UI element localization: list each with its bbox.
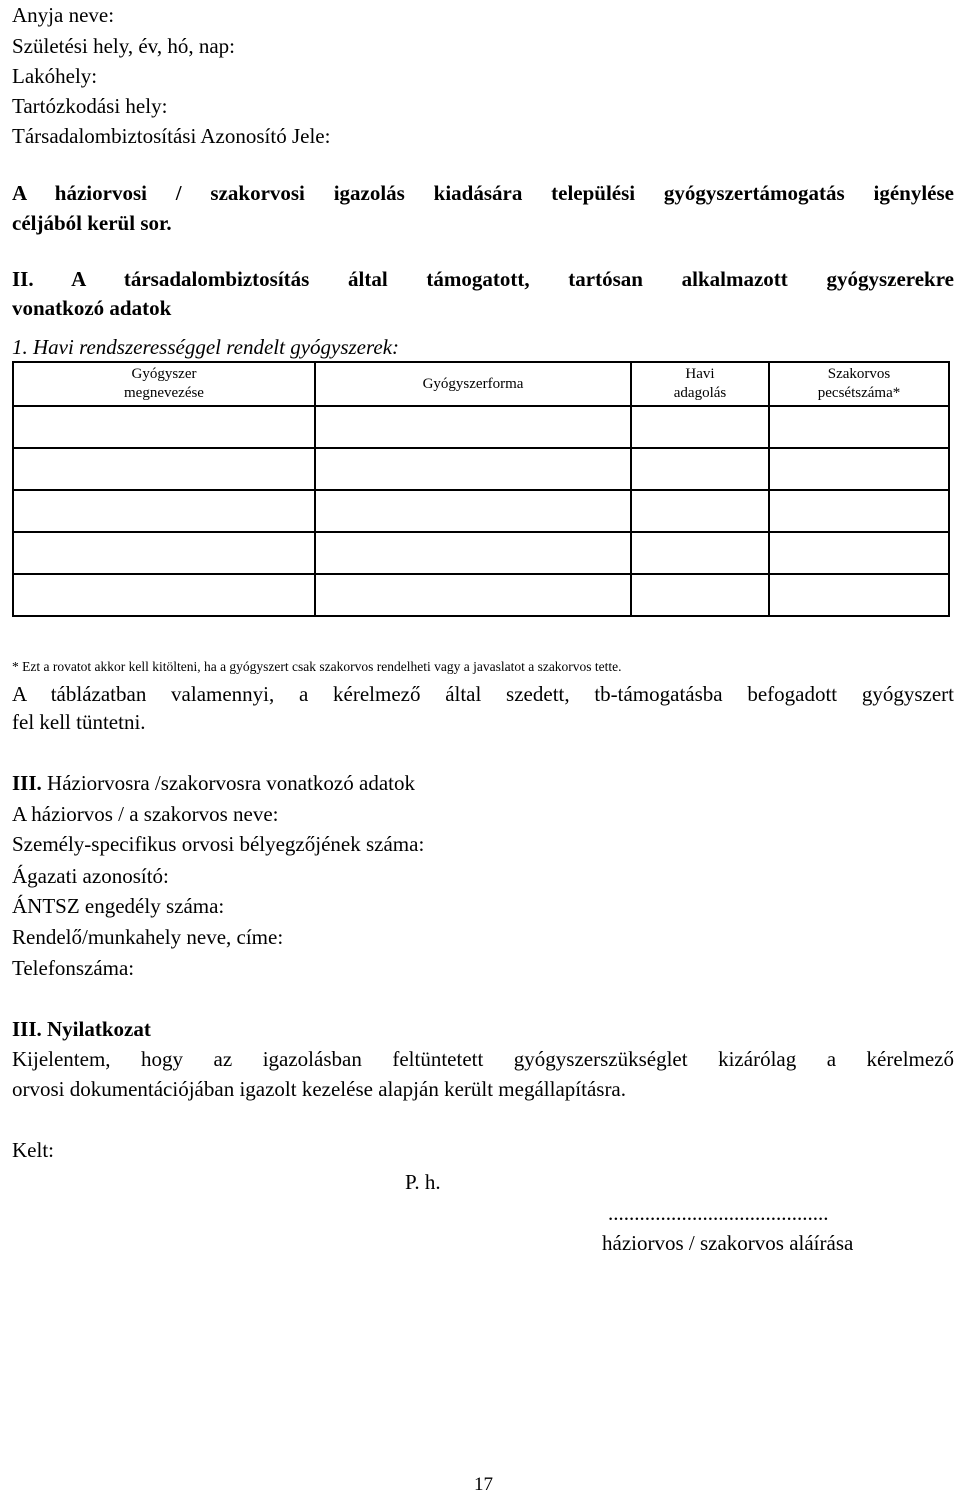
signature-dotted-line: ..........................................	[608, 1201, 829, 1225]
purpose-line-1: A háziorvosi / szakorvosi igazolás kiadására települési gyógyszertámogatás igénylése	[12, 181, 954, 205]
medication-table	[12, 361, 950, 617]
table-footnote: * Ezt a rovatot akkor kell kitölteni, ha a gyógyszert csak szakorvos rendelheti vagy a javaslatot a szakorvos tette.	[12, 659, 622, 674]
table-cell[interactable]	[631, 448, 769, 490]
col-header-drug-name-line-2: megnevezése	[124, 385, 204, 401]
phone-number-label: Telefonszáma:	[12, 956, 135, 980]
mother-name-label: Anyja neve:	[12, 3, 115, 27]
table-row	[13, 448, 949, 490]
purpose-line-2: céljából kerül sor.	[12, 211, 172, 235]
col-header-monthly-dose-line-1: Havi	[685, 366, 715, 382]
section-2-title-line-1: II. A társadalombiztosítás által támogatott, tartósan alkalmazott gyógyszerekre	[12, 267, 954, 291]
table-cell[interactable]	[13, 406, 315, 448]
table-cell[interactable]	[769, 406, 949, 448]
table-cell[interactable]	[769, 532, 949, 574]
residence-label: Lakóhely:	[12, 64, 98, 88]
table-cell[interactable]	[315, 532, 631, 574]
table-note-line-1: A táblázatban valamennyi, a kérelmező által szedett, tb-támogatásba befogadott gyógyszert	[12, 682, 954, 706]
date-label: Kelt:	[12, 1138, 54, 1162]
col-header-specialist-stamp-line-1: Szakorvos	[827, 366, 891, 382]
section-3-title-text: Háziorvosra /szakorvosra vonatkozó adatok	[47, 771, 415, 795]
col-header-specialist-stamp-line-2: pecsétszáma*	[817, 385, 901, 401]
doctor-name-label: A háziorvos / a szakorvos neve:	[12, 802, 279, 826]
declaration-line-1: Kijelentem, hogy az igazolásban feltüntetett gyógyszerszükséglet kizárólag a kérelmező	[12, 1047, 954, 1071]
table-cell[interactable]	[315, 448, 631, 490]
table-cell[interactable]	[631, 490, 769, 532]
table-row	[13, 490, 949, 532]
col-header-monthly-dose-line-2: adagolás	[673, 385, 727, 401]
section-3-title-number: III.	[12, 771, 42, 795]
signature-label: háziorvos / szakorvos aláírása	[602, 1231, 854, 1255]
table-cell[interactable]	[769, 490, 949, 532]
col-header-drug-form-text: Gyógyszerforma	[422, 375, 524, 392]
section-3-title	[12, 770, 415, 796]
table-cell[interactable]	[769, 448, 949, 490]
stay-address-label: Tartózkodási hely:	[12, 94, 168, 118]
taj-label: Társadalombiztosítási Azonosító Jele:	[12, 124, 331, 148]
table-cell[interactable]	[315, 406, 631, 448]
section-2-title-line-2: vonatkozó adatok	[12, 296, 172, 320]
col-header-specialist-stamp	[769, 362, 949, 406]
antsz-permit-label: ÁNTSZ engedély száma:	[12, 894, 225, 918]
table-cell[interactable]	[631, 574, 769, 616]
table-cell[interactable]	[13, 574, 315, 616]
declaration-title: III. Nyilatkozat	[12, 1017, 151, 1041]
table-header-row	[13, 362, 949, 406]
table-cell[interactable]	[631, 406, 769, 448]
clinic-address-label: Rendelő/munkahely neve, címe:	[12, 925, 284, 949]
col-header-drug-form	[315, 362, 631, 406]
table-cell[interactable]	[315, 574, 631, 616]
declaration-line-2: orvosi dokumentációjában igazolt kezelése alapján került megállapításra.	[12, 1077, 627, 1101]
page-number: 17	[474, 1474, 493, 1495]
section-2-subtitle: 1. Havi rendszerességgel rendelt gyógyszerek:	[12, 335, 400, 359]
col-header-monthly-dose	[631, 362, 769, 406]
birth-data-label: Születési hely, év, hó, nap:	[12, 34, 235, 58]
table-cell[interactable]	[13, 490, 315, 532]
table-row	[13, 574, 949, 616]
table-cell[interactable]	[631, 532, 769, 574]
table-row	[13, 532, 949, 574]
table-cell[interactable]	[315, 490, 631, 532]
table-note-line-2: fel kell tüntetni.	[12, 710, 146, 734]
col-header-drug-name	[13, 362, 315, 406]
table-cell[interactable]	[769, 574, 949, 616]
col-header-drug-name-line-1: Gyógyszer	[131, 366, 197, 382]
table-row	[13, 406, 949, 448]
stamp-place-label: P. h.	[405, 1170, 441, 1194]
table-cell[interactable]	[13, 532, 315, 574]
table-cell[interactable]	[13, 448, 315, 490]
doctor-stamp-number-label: Személy-specifikus orvosi bélyegzőjének száma:	[12, 832, 425, 856]
sector-id-label: Ágazati azonosító:	[12, 864, 169, 888]
